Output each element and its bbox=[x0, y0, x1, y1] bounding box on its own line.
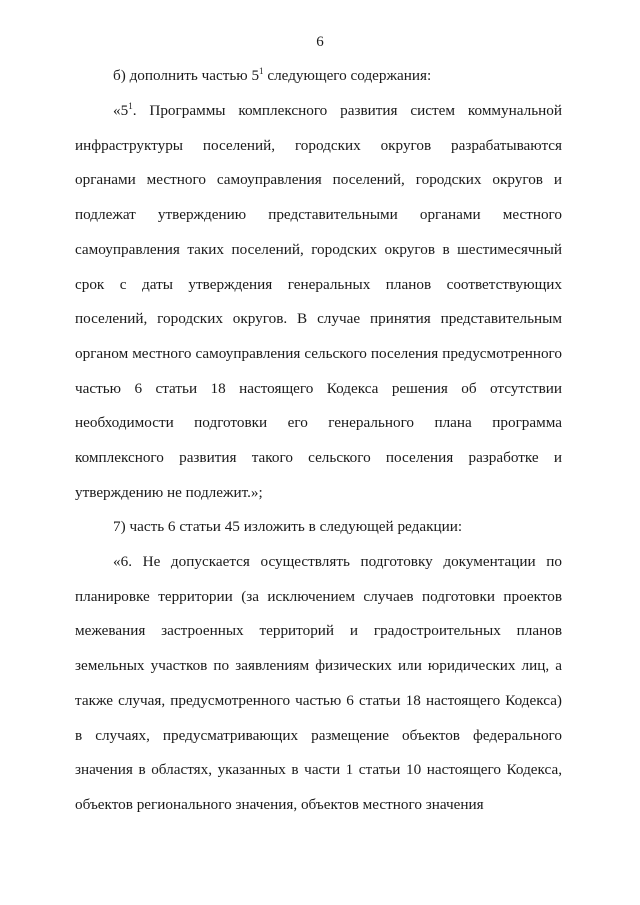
part-5-1-superscript: 1 bbox=[128, 101, 133, 111]
page-number: 6 bbox=[316, 34, 324, 50]
part-5-1-text: . Программы комплексного развития систем коммунальной инфраструктуры поселений, городских округов разрабатываются органами местного самоуправления поселений, городских округов и подлежат утверждению представительными органами местного самоуправления таких поселений, городских округов в шестимесячный срок с даты утверждения генеральных планов соответствующих поселений, городских округов. В случае принятия представительным органом местного самоуправления сельского поселения предусмотренного частью 6 статьи 18 настоящего Кодекса решения об отсутствии необходимости подготовки его генерального плана программа комплексного развития такого сельского поселения разработке и утверждению не подлежит.»; bbox=[75, 102, 562, 501]
item-b-text-after: следующего содержания: bbox=[263, 67, 432, 84]
paragraph-item-b bbox=[75, 59, 562, 94]
part-5-1-open: «5 bbox=[113, 102, 129, 119]
item-b-text-before: б) дополнить частью 5 bbox=[113, 67, 260, 84]
paragraph-part-5-1 bbox=[75, 94, 562, 510]
paragraph-part-6: «6. Не допускается осуществлять подготовку документации по планировке территории (за исключением случаев подготовки проектов межевания застроенных территорий и градостроительных планов земельных участков по заявлениям физических или юридических лиц, а также случая, предусмотренного частью 6 статьи 18 настоящего Кодекса) в случаях, предусматривающих размещение объектов федерального значения в областях, указанных в части 1 статьи 10 настоящего Кодекса, объектов регионального значения, объектов местного значения bbox=[75, 553, 562, 813]
paragraph-item-7: 7) часть 6 статьи 45 изложить в следующей редакции: bbox=[113, 518, 463, 535]
item-b-superscript: 1 bbox=[259, 66, 264, 76]
